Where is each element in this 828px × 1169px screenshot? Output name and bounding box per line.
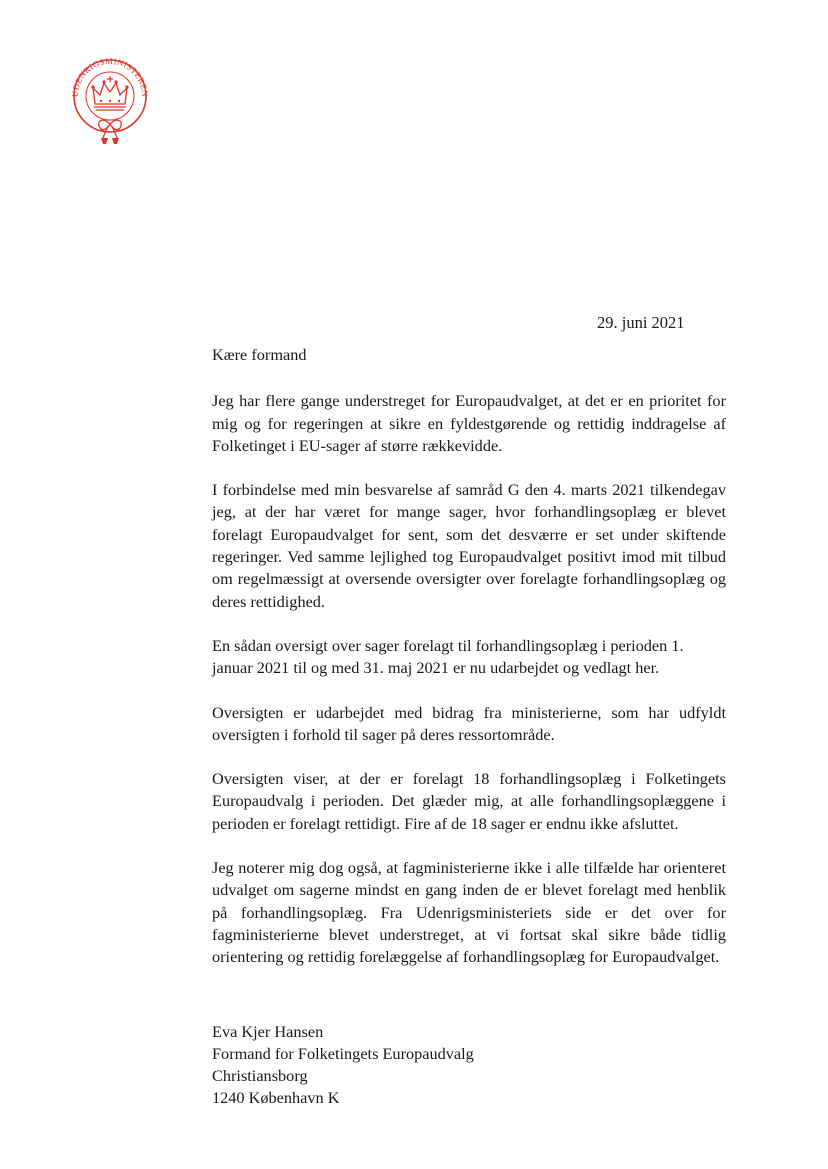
salutation: Kære formand bbox=[212, 345, 307, 364]
recipient-postal: 1240 København K bbox=[212, 1088, 340, 1107]
ministry-seal-icon bbox=[68, 52, 152, 146]
paragraph-2: I forbindelse med min besvarelse af samråd G den 4. marts 2021 tilkendegav jeg, at der har været for mange sager, hvor forhandlingsoplæg er blevet forelagt Europaudvalget for sent, som det desværre er set under skiftende regeringer. Ved samme lejlighed tog Europaudvalget positivt imod mit tilbud om regelmæssigt at oversende oversigter over forelagte forhandlingsoplæg og deres rettidighed. bbox=[212, 480, 726, 611]
seal-text: UDENRIGSMINISTEREN bbox=[69, 55, 151, 98]
paragraph-6: Jeg noterer mig dog også, at fagministerierne ikke i alle tilfælde har orienteret udvalget om sagerne mindst en gang inden de er blevet forelagt med henblik på forhandlingsoplæg. Fra Udenrigsministeriets side er det over for fagministerierne blevet understreget, at vi fortsat skal sikre både tidlig orientering og rettidig forelæggelse af forhandlingsoplæg for Europaudvalget. bbox=[212, 858, 726, 967]
letter-body bbox=[212, 344, 726, 991]
paragraph-1: Jeg har flere gange understreget for Europaudvalget, at det er en prioritet for mig og for regeringen at sikre en fyldestgørende og rettidig inddragelse af Folketinget i EU-sager af større rækkevidde. bbox=[212, 391, 726, 455]
paragraph-5: Oversigten viser, at der er forelagt 18 forhandlingsoplæg i Folketingets Europaudvalg i perioden. Det glæder mig, at alle forhandlingsoplæggene i perioden er forelagt rettidigt. Fire af de 18 sager er endnu ikke afsluttet. bbox=[212, 769, 726, 833]
paragraph-4: Oversigten er udarbejdet med bidrag fra ministerierne, som har udfyldt oversigten i forhold til sager på deres ressortområde. bbox=[212, 702, 726, 744]
paragraph-3: En sådan oversigt over sager forelagt til forhandlingsoplæg i perioden 1. januar 2021 til og med 31. maj 2021 er nu udarbejdet og vedlagt her. bbox=[212, 635, 684, 678]
recipient-title: Formand for Folketingets Europaudvalg bbox=[212, 1044, 474, 1063]
recipient-address bbox=[212, 1021, 474, 1109]
recipient-name: Eva Kjer Hansen bbox=[212, 1022, 324, 1041]
recipient-building: Christiansborg bbox=[212, 1066, 308, 1085]
letter-date: 29. juni 2021 bbox=[597, 313, 685, 332]
